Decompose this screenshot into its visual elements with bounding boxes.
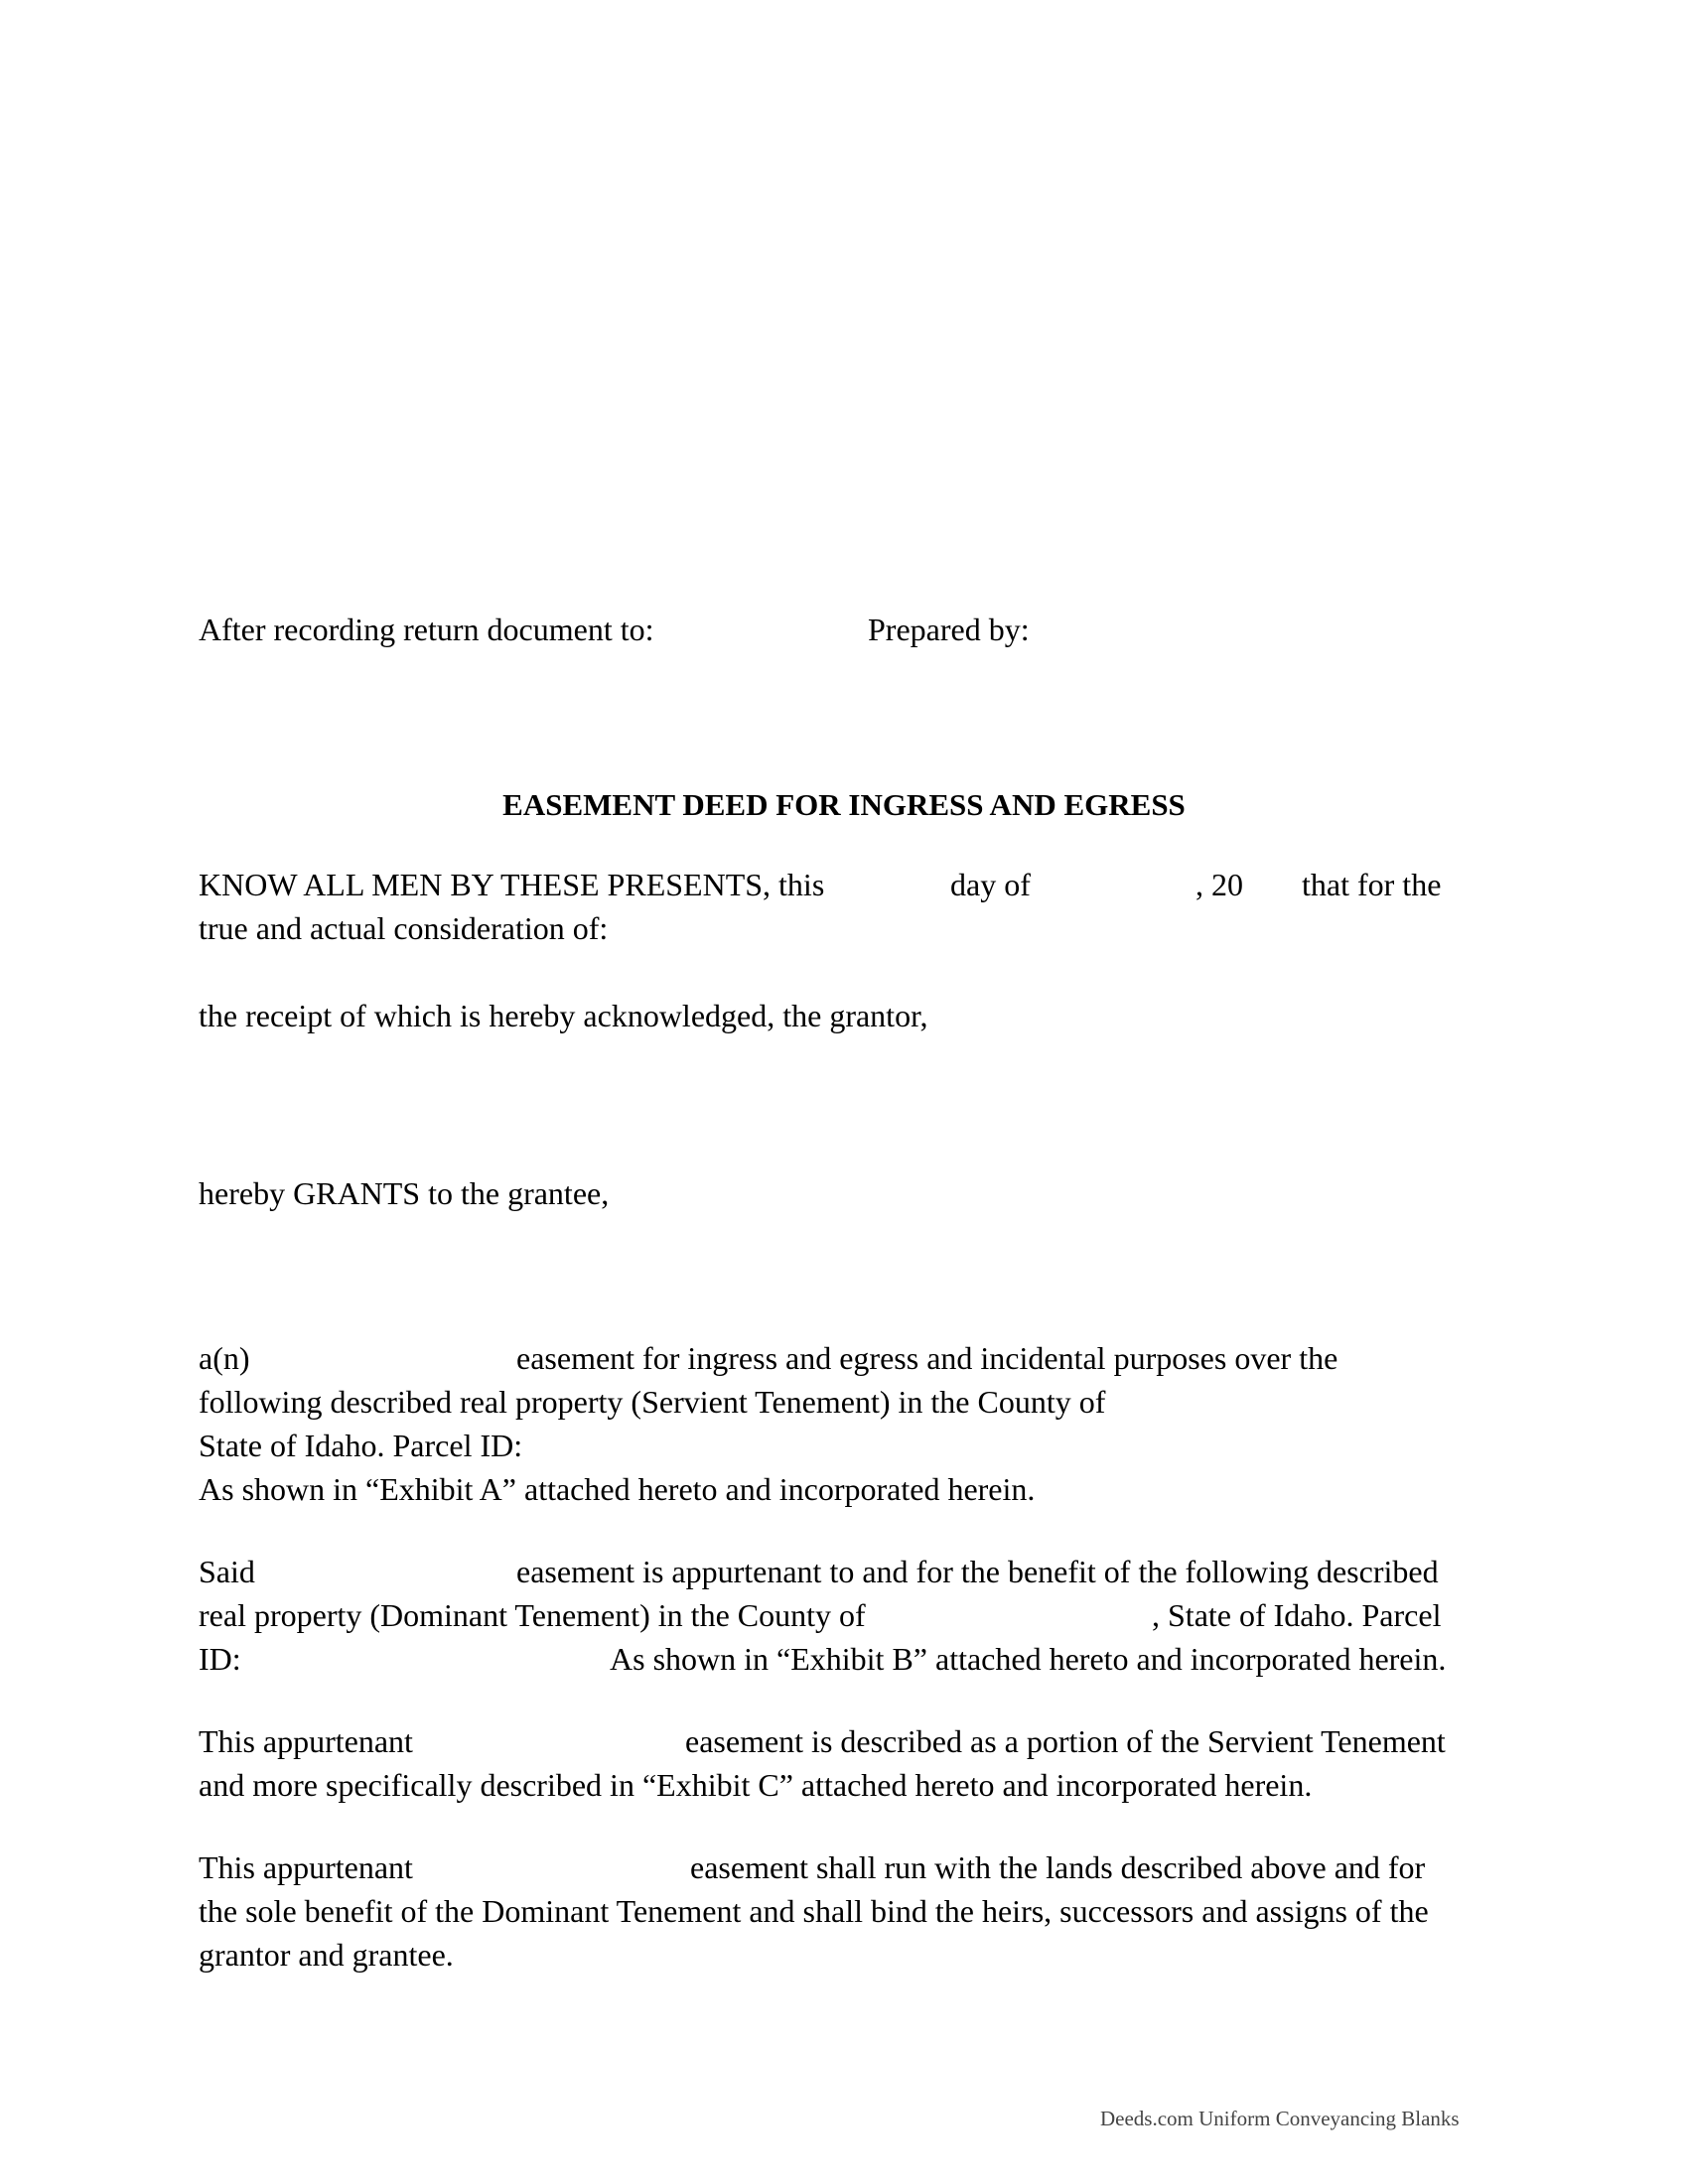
grants-text: hereby GRANTS to the grantee, <box>199 1175 610 1211</box>
intro-text: KNOW ALL MEN BY THESE PRESENTS, this <box>199 867 825 902</box>
servient-county-text: following described real property (Servient Tenement) in the County of <box>199 1384 1106 1420</box>
grantor-grantee-text: grantor and grantee. <box>199 1937 454 1973</box>
exhibit-a-text: As shown in “Exhibit A” attached hereto and incorporated herein. <box>199 1471 1036 1507</box>
intro-consideration: true and actual consideration of: <box>199 910 609 946</box>
servient-parcel-text: State of Idaho. Parcel ID: <box>199 1428 523 1463</box>
receipt-text: the receipt of which is hereby acknowledged, the grantor, <box>199 998 928 1033</box>
said-label: Said <box>199 1554 255 1589</box>
run-with-lands-text: easement shall run with the lands described above and for <box>690 1849 1426 1885</box>
bind-heirs-text: the sole benefit of the Dominant Tenement and shall bind the heirs, successors and assigns of the <box>199 1893 1429 1929</box>
appurtenant-benefit-text: easement is appurtenant to and for the benefit of the following described <box>516 1554 1439 1589</box>
intro-day-of: day of <box>950 867 1031 902</box>
appurtenant-label: This appurtenant <box>199 1723 413 1759</box>
return-to-label: After recording return document to: <box>199 612 654 647</box>
prepared-by-label: Prepared by: <box>868 612 1030 647</box>
dominant-parcel-label: ID: <box>199 1641 241 1677</box>
footer-text: Deeds.com Uniform Conveyancing Blanks <box>1100 2107 1460 2130</box>
dominant-state-text: , State of Idaho. Parcel <box>1152 1597 1442 1633</box>
appurtenant-label-2: This appurtenant <box>199 1849 413 1885</box>
document-title: EASEMENT DEED FOR INGRESS AND EGRESS <box>502 787 1186 822</box>
portion-text: easement is described as a portion of the Servient Tenement <box>685 1723 1446 1759</box>
exhibit-c-text: and more specifically described in “Exhibit C” attached hereto and incorporated herein. <box>199 1767 1313 1803</box>
easement-purpose-text: easement for ingress and egress and incidental purposes over the <box>516 1340 1338 1376</box>
easement-type-label: a(n) <box>199 1340 250 1376</box>
exhibit-b-text: As shown in “Exhibit B” attached hereto and incorporated herein. <box>610 1641 1447 1677</box>
intro-year: , 20 <box>1196 867 1243 902</box>
dominant-county-text: real property (Dominant Tenement) in the County of <box>199 1597 866 1633</box>
intro-that-for: that for the <box>1302 867 1442 902</box>
